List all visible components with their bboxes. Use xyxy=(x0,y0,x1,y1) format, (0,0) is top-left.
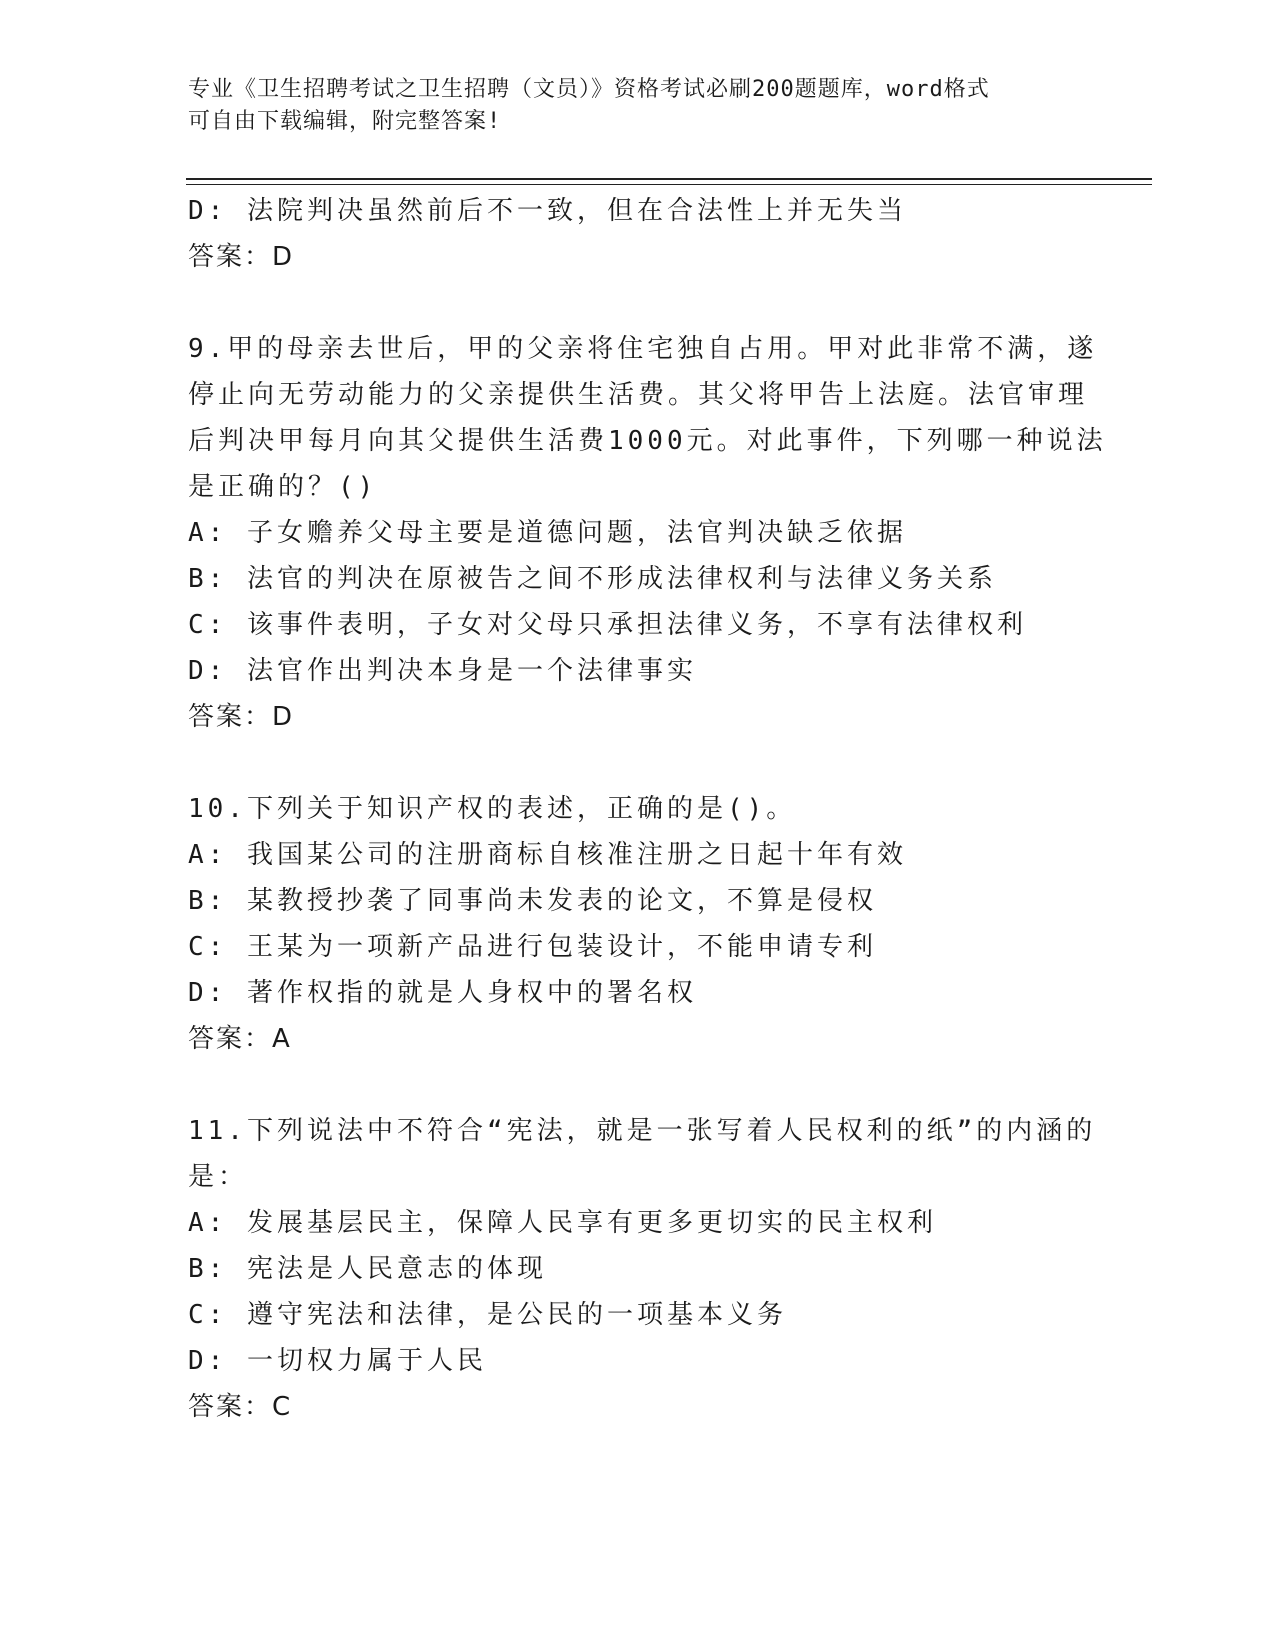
header-divider-thick xyxy=(186,178,1152,180)
question-stem: 10.下列关于知识产权的表述，正确的是()。 xyxy=(188,794,797,824)
question-stem: 9.甲的母亲去世后，甲的父亲将住宅独自占用。甲对此非常不满，遂 xyxy=(188,334,1098,364)
answer-line: 答案：A xyxy=(188,1024,292,1054)
question-8-tail xyxy=(188,188,1088,280)
option-d: D: 著作权指的就是人身权中的署名权 xyxy=(188,978,697,1008)
option-b: B: 某教授抄袭了同事尚未发表的论文，不算是侵权 xyxy=(188,886,877,916)
option-c: C: 王某为一项新产品进行包装设计，不能申请专利 xyxy=(188,932,877,962)
header-divider-thin xyxy=(186,184,1152,185)
question-stem: 后判决甲每月向其父提供生活费1000元。对此事件，下列哪一种说法 xyxy=(188,426,1107,456)
option-a: A: 子女赡养父母主要是道德问题，法官判决缺乏依据 xyxy=(188,518,907,548)
option-d: D: 一切权力属于人民 xyxy=(188,1346,487,1376)
answer-line: 答案：C xyxy=(188,1392,293,1422)
option-b: B: 宪法是人民意志的体现 xyxy=(188,1254,547,1284)
header-line-1: 专业《卫生招聘考试之卫生招聘（文员）》资格考试必刷200题题库，word格式 xyxy=(188,77,990,102)
option-d: D: 法院判决虽然前后不一致，但在合法性上并无失当 xyxy=(188,196,907,226)
option-a: A: 发展基层民主，保障人民享有更多更切实的民主权利 xyxy=(188,1208,937,1238)
spacer xyxy=(188,280,1088,326)
question-10 xyxy=(188,786,1088,1062)
question-9 xyxy=(188,326,1107,740)
answer-line: 答案：D xyxy=(188,702,295,732)
document-header xyxy=(188,74,1088,138)
question-11 xyxy=(188,1108,1097,1430)
question-stem: 11.下列说法中不符合“宪法，就是一张写着人民权利的纸”的内涵的 xyxy=(188,1116,1097,1146)
spacer xyxy=(188,740,1088,786)
question-stem: 是正确的？() xyxy=(188,472,378,502)
spacer xyxy=(188,1062,1088,1108)
question-list xyxy=(188,188,1107,1430)
question-stem: 停止向无劳动能力的父亲提供生活费。其父将甲告上法庭。法官审理 xyxy=(188,380,1089,410)
option-a: A: 我国某公司的注册商标自核准注册之日起十年有效 xyxy=(188,840,907,870)
question-stem: 是： xyxy=(188,1162,249,1192)
answer-line: 答案：D xyxy=(188,242,295,272)
option-d: D: 法官作出判决本身是一个法律事实 xyxy=(188,656,697,686)
option-c: C: 遵守宪法和法律，是公民的一项基本义务 xyxy=(188,1300,787,1330)
option-b: B: 法官的判决在原被告之间不形成法律权利与法律义务关系 xyxy=(188,564,997,594)
option-c: C: 该事件表明，子女对父母只承担法律义务，不享有法律权利 xyxy=(188,610,1027,640)
header-line-2: 可自由下载编辑，附完整答案! xyxy=(188,109,502,134)
